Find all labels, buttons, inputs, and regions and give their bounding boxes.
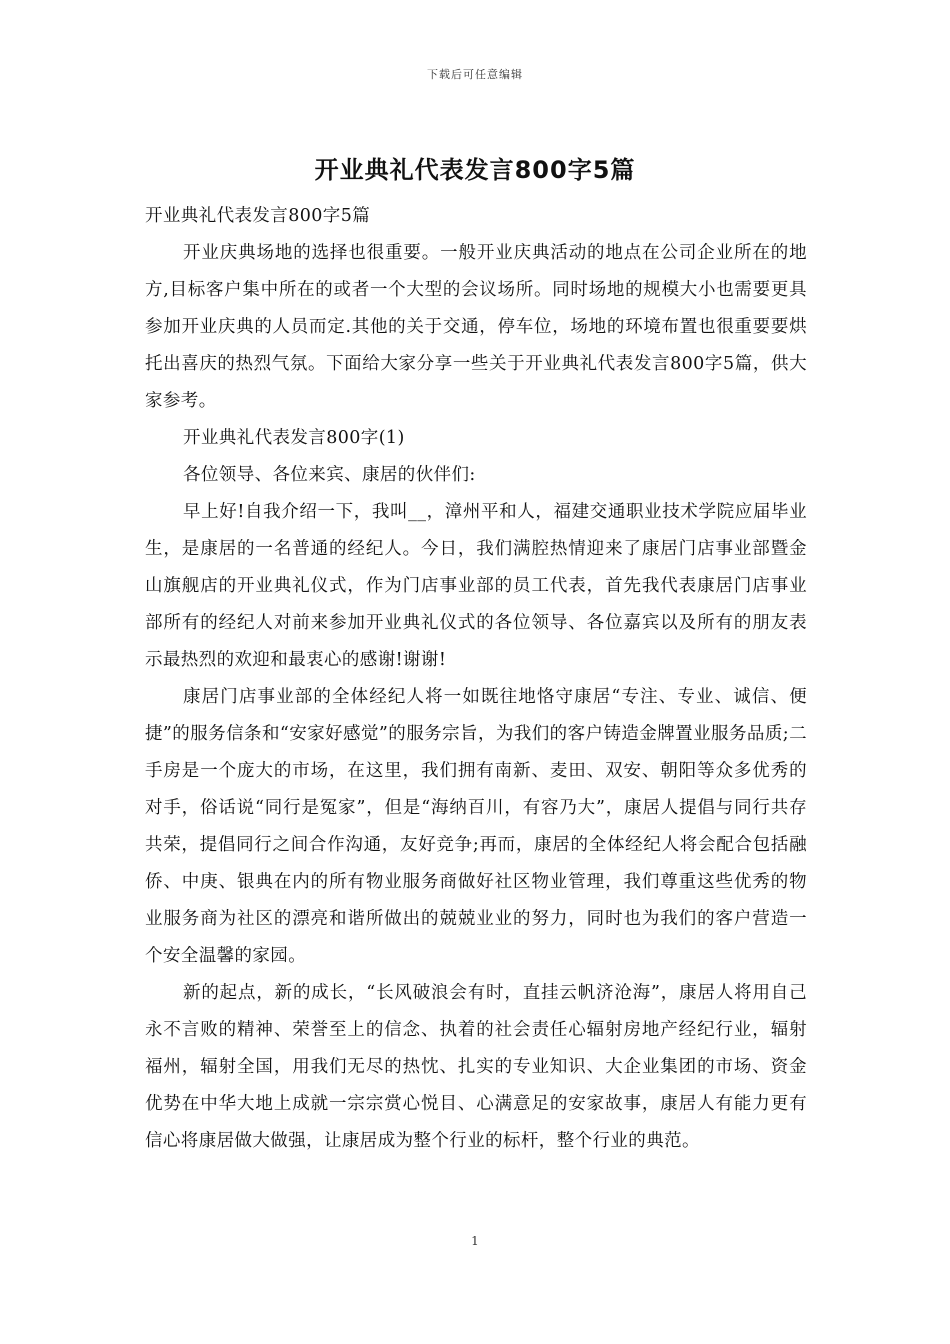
section-heading: 开业典礼代表发言800字(1) xyxy=(183,428,405,448)
body-paragraph: 新的起点，新的成长，“长风破浪会有时，直挂云帆济沧海”，康居人将用自己永不言败的精神、荣誉至上的信念、执着的社会责任心辐射房地产经纪行业，辐射福州，辐射全国，用我们无尽的热忱、扎实的专业知识、大企业集团的市场、资金优势在中华大地上成就一宗宗赏心悦目、心满意足的安家故事，康居人有能力更有信心将康居做大做强，让康居成为整个行业的标杆，整个行业的典范。 xyxy=(145,983,807,1151)
intro-paragraph: 开业庆典场地的选择也很重要。一般开业庆典活动的地点在公司企业所在的地方,目标客户集中所在的或者一个大型的会议场所。同时场地的规模大小也需要更具参加开业庆典的人员而定.其他的关于交通，停车位，场地的环境布置也很重要要烘托出喜庆的热烈气氛。下面给大家分享一些关于开业典礼代表发言800字5篇，供大家参考。 xyxy=(145,243,807,411)
subtitle-paragraph: 开业典礼代表发言800字5篇 xyxy=(145,206,371,226)
body-paragraph: 康居门店事业部的全体经纪人将一如既往地恪守康居“专注、专业、诚信、便捷”的服务信条和“安家好感觉”的服务宗旨，为我们的客户铸造金牌置业服务品质;二手房是一个庞大的市场，在这里，我们拥有南新、麦田、双安、朝阳等众多优秀的对手，俗话说“同行是冤家”，但是“海纳百川，有容乃大”，康居人提倡与同行共存共荣，提倡同行之间合作沟通，友好竞争;再而，康居的全体经纪人将会配合包括融侨、中庚、银典在内的所有物业服务商做好社区物业管理，我们尊重这些优秀的物业服务商为社区的漂亮和谐所做出的兢兢业业的努力，同时也为我们的客户营造一个安全温馨的家园。 xyxy=(145,687,807,966)
page-number: 1 xyxy=(471,1234,479,1248)
salutation-paragraph: 各位领导、各位来宾、康居的伙伴们: xyxy=(183,465,476,485)
document-title: 开业典礼代表发言800字5篇 xyxy=(314,156,636,184)
document-body xyxy=(145,198,807,1160)
header-note: 下载后可任意编辑 xyxy=(427,68,523,81)
body-paragraph: 早上好!自我介绍一下，我叫__，漳州平和人，福建交通职业技术学院应届毕业生，是康居的一名普通的经纪人。今日，我们满腔热情迎来了康居门店事业部暨金山旗舰店的开业典礼仪式，作为门店事业部的员工代表，首先我代表康居门店事业部所有的经纪人对前来参加开业典礼仪式的各位领导、各位嘉宾以及所有的朋友表示最热烈的欢迎和最衷心的感谢!谢谢! xyxy=(145,502,807,670)
